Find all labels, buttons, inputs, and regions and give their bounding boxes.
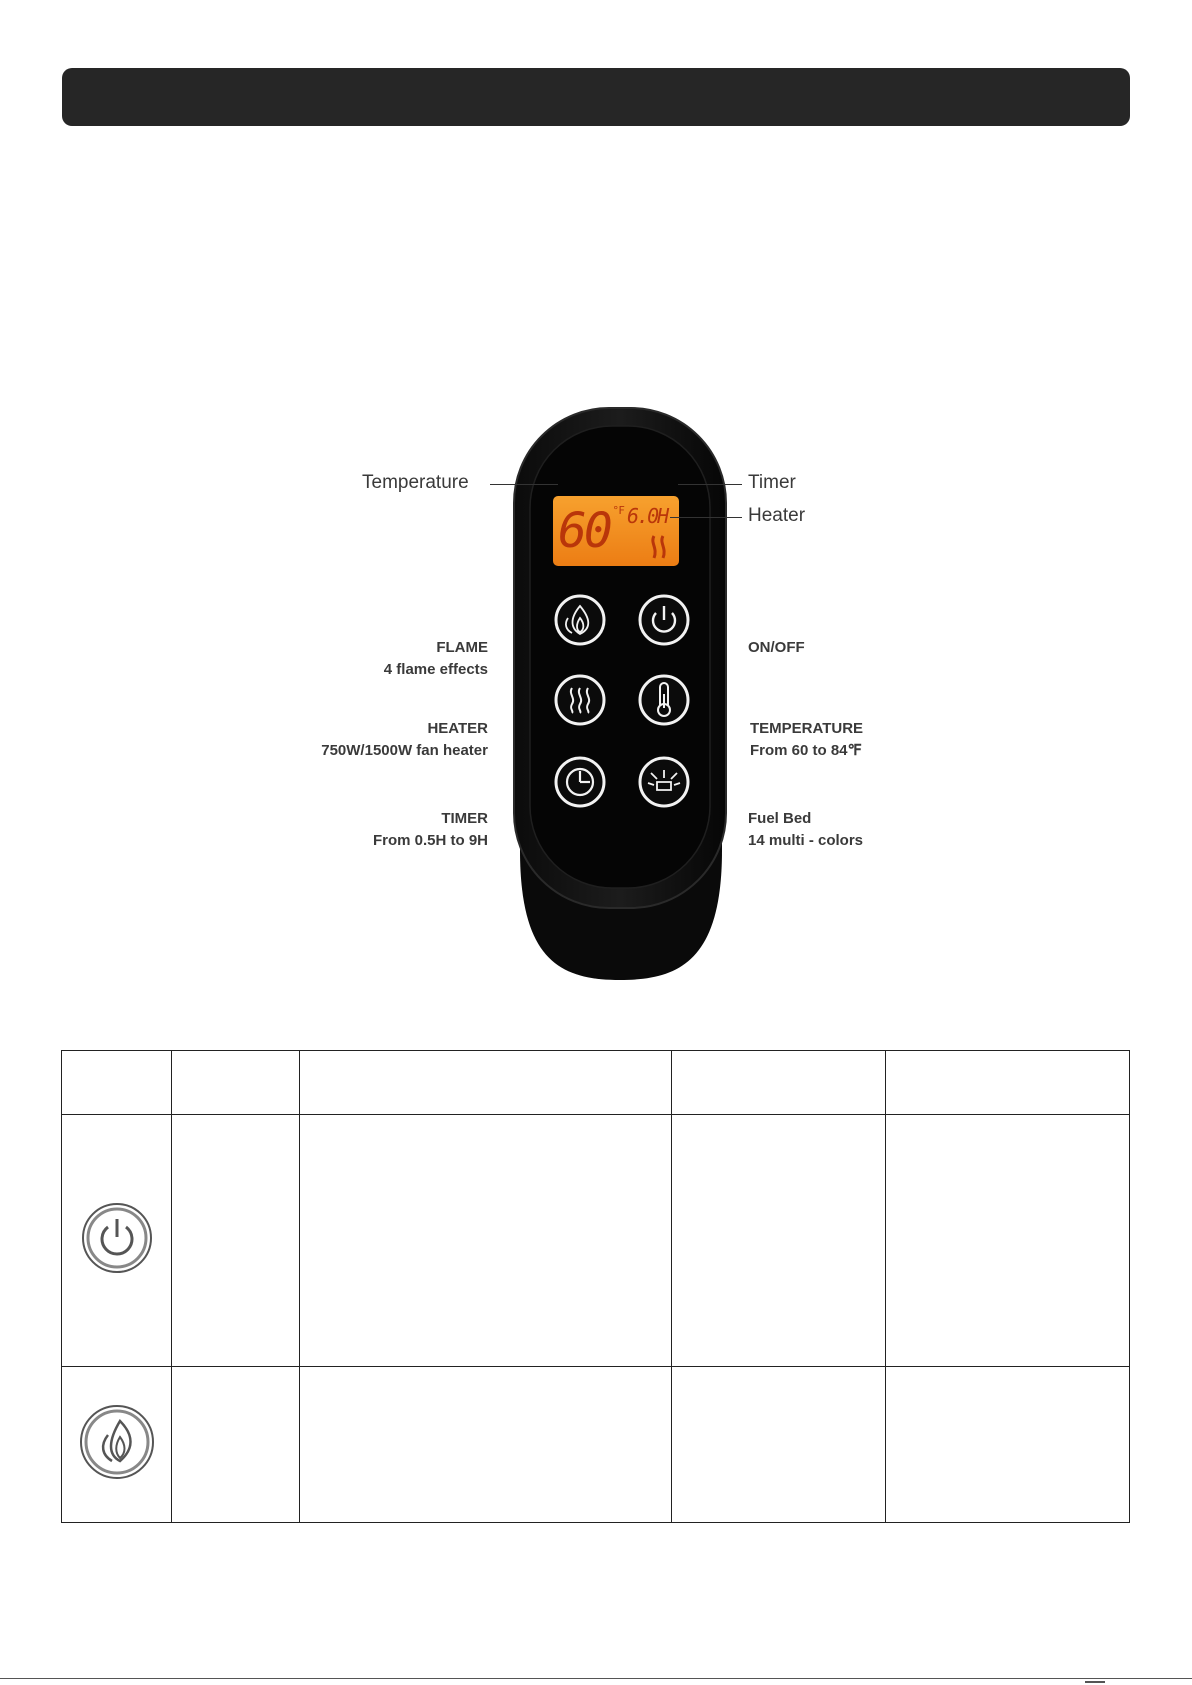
leader-heater — [670, 517, 742, 518]
callout-timer: Timer — [748, 472, 796, 493]
label-heater-desc: 750W/1500W fan heater — [321, 742, 488, 759]
callout-heater: Heater — [748, 505, 806, 526]
table-icon-cell — [62, 1115, 172, 1367]
remote-control — [500, 400, 740, 1000]
callout-temperature: Temperature — [362, 472, 469, 493]
lcd-unit-readout: °F — [613, 504, 625, 517]
table-header-row — [62, 1051, 1130, 1115]
on-off-button[interactable] — [640, 596, 688, 644]
table-cell — [300, 1367, 672, 1523]
table-cell — [672, 1367, 886, 1523]
label-temperature-desc: From 60 to 84℉ — [750, 742, 862, 759]
leader-timer — [678, 484, 742, 485]
table-cell — [886, 1367, 1130, 1523]
table-cell — [172, 1367, 300, 1523]
label-timer-desc: From 0.5H to 9H — [372, 832, 488, 849]
table-header-cell — [62, 1051, 172, 1115]
table-cell — [886, 1115, 1130, 1367]
fuel-bed-button[interactable] — [640, 758, 688, 806]
heater-button[interactable] — [556, 676, 604, 724]
label-fuel-bed-title: Fuel Bed — [748, 810, 812, 827]
label-flame-title: FLAME — [436, 639, 488, 656]
label-temperature-title: TEMPERATURE — [750, 720, 864, 737]
label-on-off — [748, 637, 948, 659]
lcd-timer-readout: 6.0H — [627, 504, 668, 528]
button-grid — [544, 570, 704, 830]
lcd-heater-indicator-icon — [648, 534, 670, 560]
label-flame-desc: 4 flame effects — [383, 661, 488, 678]
power-icon — [80, 1201, 154, 1275]
table-row-flame — [62, 1367, 1130, 1523]
label-timer-title: TIMER — [441, 810, 488, 827]
table-cell — [300, 1115, 672, 1367]
table-row-on-off — [62, 1115, 1130, 1367]
table-icon-cell — [62, 1367, 172, 1523]
table-header-cell — [672, 1051, 886, 1115]
flame-icon — [78, 1403, 156, 1481]
leader-temperature — [490, 484, 558, 485]
lcd-temperature-readout: 60 — [558, 503, 610, 559]
label-fuel-bed-desc: 14 multi - colors — [748, 832, 864, 849]
footer-rule — [0, 1678, 1192, 1679]
label-heater — [280, 718, 488, 762]
timer-button[interactable] — [556, 758, 604, 806]
function-table — [61, 1050, 1130, 1523]
table-header-cell — [300, 1051, 672, 1115]
section-header-bar — [62, 68, 1130, 126]
label-fuel-bed — [748, 808, 948, 852]
label-flame — [280, 637, 488, 681]
flame-button[interactable] — [556, 596, 604, 644]
temperature-button[interactable] — [640, 676, 688, 724]
table-cell — [172, 1115, 300, 1367]
footer-tick — [1085, 1681, 1105, 1683]
table-header-cell — [886, 1051, 1130, 1115]
label-heater-title: HEATER — [427, 720, 488, 737]
label-temperature — [750, 718, 950, 762]
label-on-off-title: ON/OFF — [748, 639, 805, 656]
table-cell — [672, 1115, 886, 1367]
label-timer — [280, 808, 488, 852]
table-header-cell — [172, 1051, 300, 1115]
